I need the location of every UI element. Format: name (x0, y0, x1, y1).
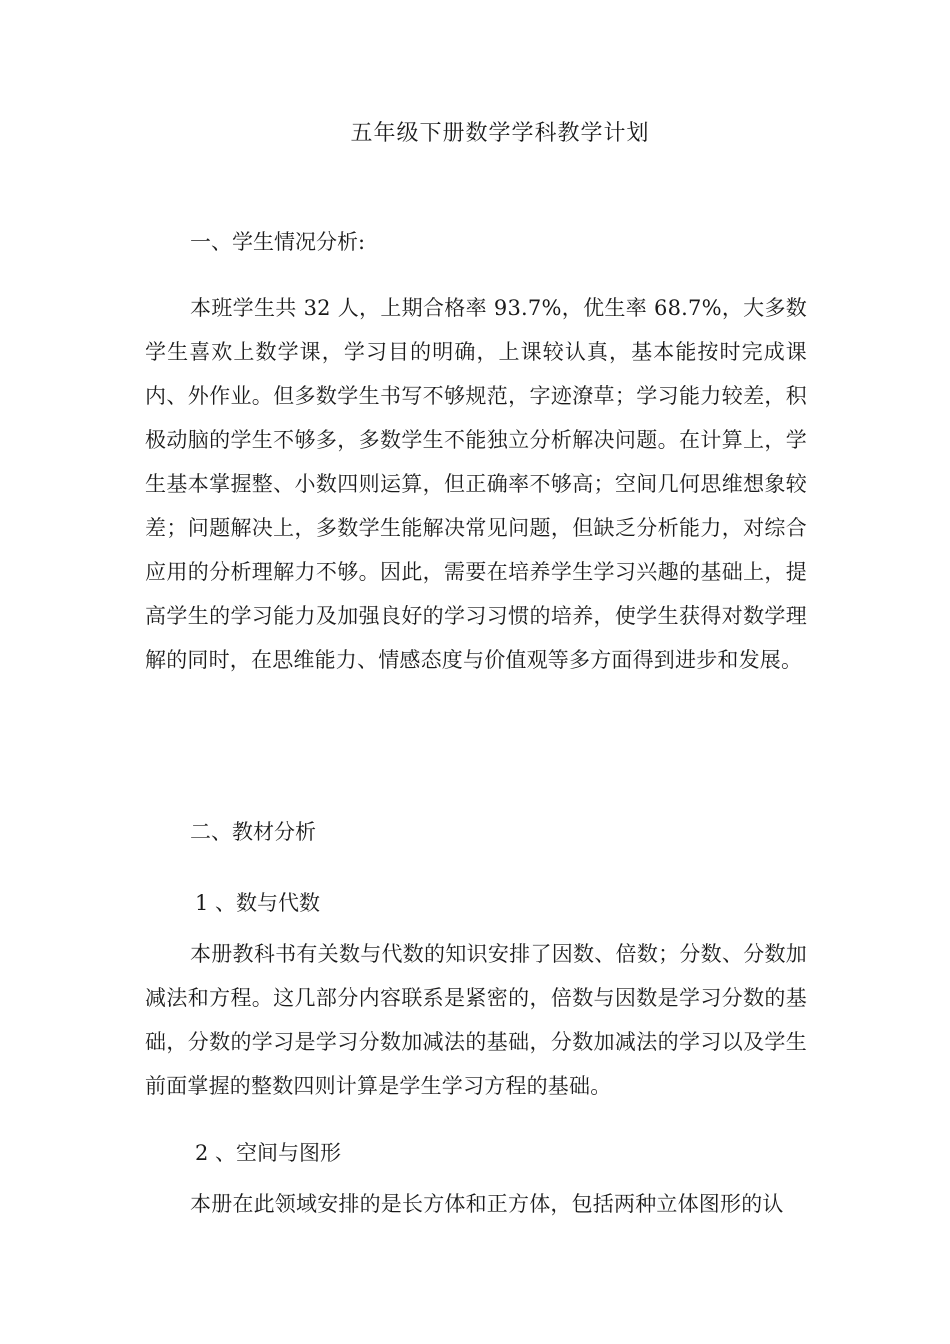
subheading-space-geometry: 2 、空间与图形 (195, 1141, 342, 1165)
subheading-number-algebra: 1 、数与代数 (195, 891, 321, 915)
section-heading-textbook-analysis: 二、教材分析 (190, 820, 316, 844)
paragraph-number-algebra: 本册教科书有关数与代数的知识安排了因数、倍数；分数、分数加减法和方程。这几部分内容联系是紧密的，倍数与因数是学习分数的基础，分数的学习是学习分数加减法的基础，分数加减法的学习以及学生前面掌握的整数四则计算是学生学习方程的基础。 (145, 942, 807, 1098)
paragraph-student-analysis: 本班学生共 32 人，上期合格率 93.7%，优生率 68.7%，大多数学生喜欢上数学课，学习目的明确，上课较认真，基本能按时完成课内、外作业。但多数学生书写不够规范，字迹潦草；学习能力较差，积极动脑的学生不够多，多数学生不能独立分析解决问题。在计算上，学生基本掌握整、小数四则运算，但正确率不够高；空间几何思维想象较差；问题解决上，多数学生能解决常见问题，但缺乏分析能力，对综合应用的分析理解力不够。因此，需要在培养学生学习兴趣的基础上，提高学生的学习能力及加强良好的学习习惯的培养，使学生获得对数学理解的同时，在思维能力、情感态度与价值观等多方面得到进步和发展。 (145, 296, 807, 672)
document-title: 五年级下册数学学科教学计划 (350, 121, 650, 146)
section-heading-student-analysis: 一、学生情况分析: (190, 230, 366, 254)
paragraph-space-geometry: 本册在此领域安排的是长方体和正方体，包括两种立体图形的认 (190, 1192, 784, 1216)
